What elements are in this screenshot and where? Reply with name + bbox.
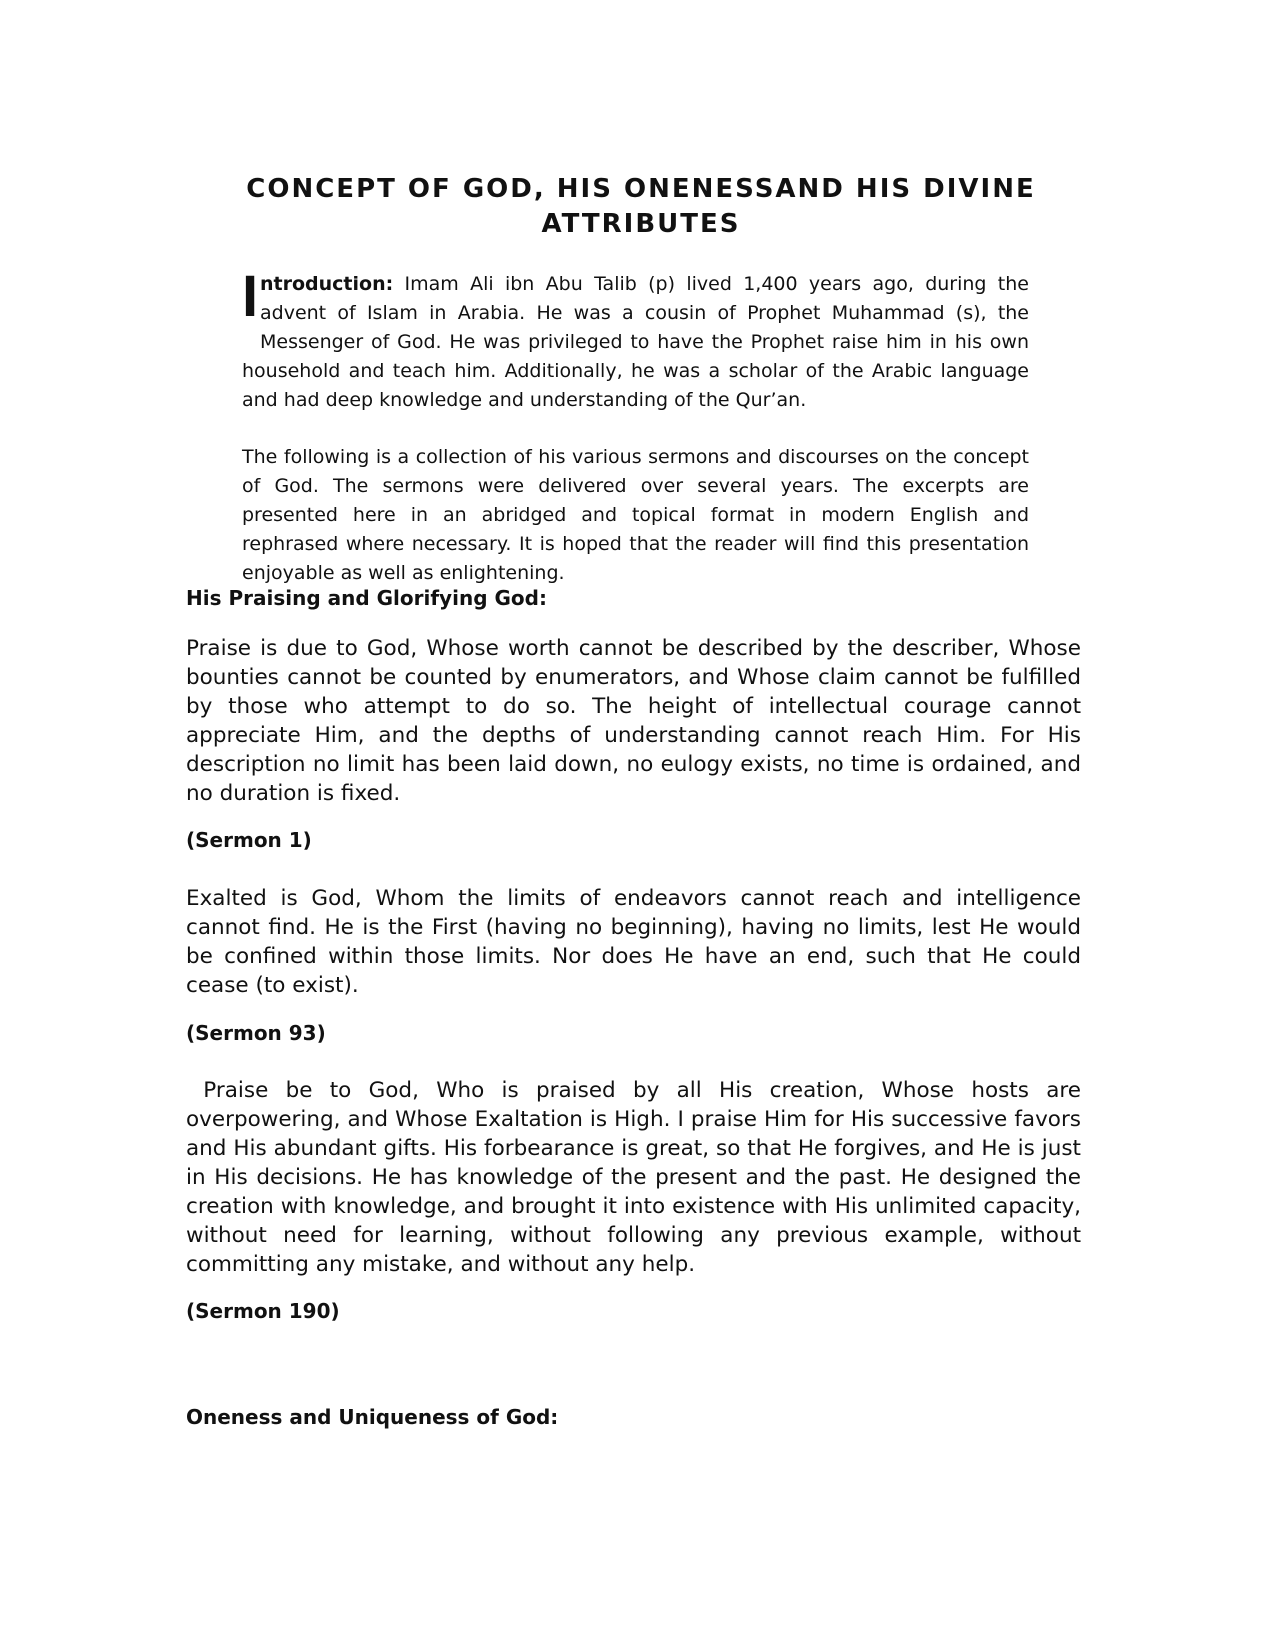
drop-cap: I [242,264,259,329]
intro-lead-word: ntroduction: [260,273,394,295]
passage-sermon-93: Exalted is God, Whom the limits of endeavors cannot reach and intelligence cannot find. He is the First (having no beginning), having no limits, lest He would be confined within those limits. Nor does He have an end, such that He could cease (to exist). [186,886,1081,998]
sermon-reference-190: (Sermon 190) [186,1299,340,1323]
passage-sermon-190: Praise be to God, Who is praised by all His creation, Whose hosts are overpowering, and Whose Exaltation is High. I praise Him for His successive favors and His abundant gifts. His forbearance is great, so that He forgives, and He is just in His decisions. He has knowledge of the present and the past. He designed the creation with knowledge, and brought it into existence with His unlimited capacity, without need for learning, without following any previous example, without committing any mistake, and without any help. [186,1078,1081,1277]
sermon-reference-1: (Sermon 1) [186,828,312,852]
intro-paragraph-2: The following is a collection of his various sermons and discourses on the concept of God. The sermons were delivered over several years. The excerpts are presented here in an abridged and topical format in modern English and rephrased where necessary. It is hoped that the reader will find this presentation enjoyable as well as enlightening. [242,446,1029,584]
section-heading-oneness: Oneness and Uniqueness of God: [186,1405,559,1429]
passage-sermon-1: Praise is due to God, Whose worth cannot be described by the describer, Whose bounties cannot be counted by enumerators, and Whose claim cannot be fulfilled by those who attempt to do so. The height of intellectual courage cannot appreciate Him, and the depths of understanding cannot reach Him. For His description no limit has been laid down, no eulogy exists, no time is ordained, and no duration is fixed. [186,636,1081,806]
document-title: CONCEPT OF GOD, HIS ONENESSAND HIS DIVINE ATTRIBUTES [246,174,1036,239]
intro-paragraph-1 [242,264,1029,415]
intro-paragraph-1-text: Imam Ali ibn Abu Talib (p) lived 1,400 years ago, during the advent of Islam in Arabia. He was a cousin of Prophet Muhammad (s), the Messenger of God. He was privileged to have the Prophet raise him in his own household and teach him. Additionally, he was a scholar of the Arabic language and had deep knowledge and understanding of the Qur’an. [242,273,1029,411]
sermon-reference-93: (Sermon 93) [186,1021,326,1045]
section-heading-praising: His Praising and Glorifying God: [186,586,547,610]
